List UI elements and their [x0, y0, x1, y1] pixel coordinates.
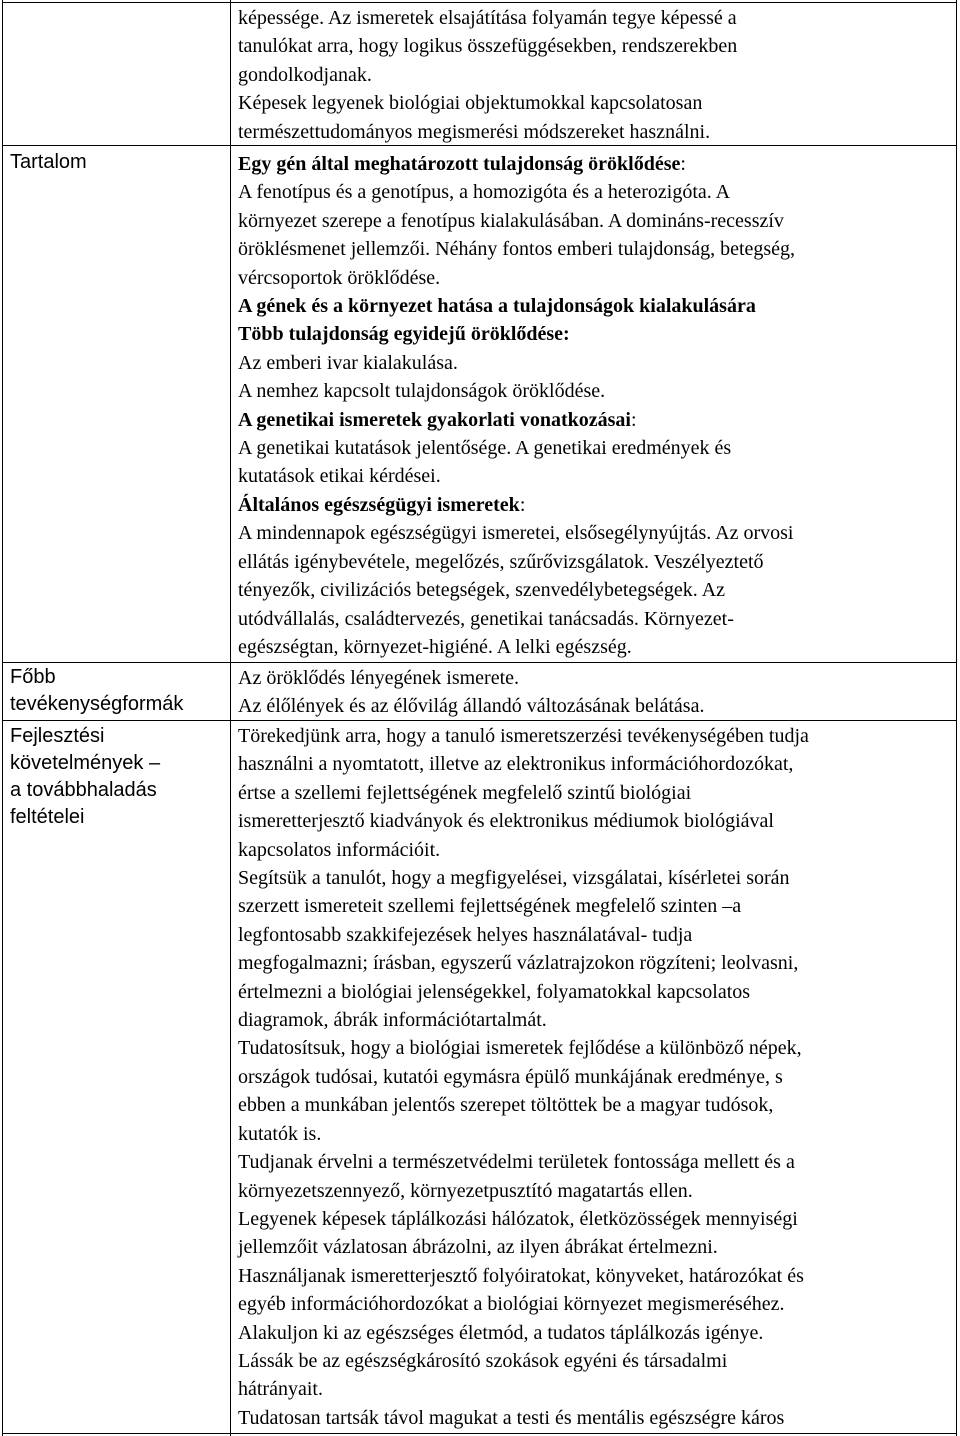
label-text: tevékenységformák [10, 693, 184, 715]
section-heading: Több tulajdonság egyidejű öröklődése: [238, 323, 570, 346]
section-heading [238, 491, 953, 519]
table-column-divider [230, 0, 231, 1436]
table-row-divider [2, 662, 957, 663]
text-line: környezetszennyező, környezetpusztító magatartás ellen. [238, 1179, 693, 1202]
text-line: A mindennapok egészségügyi ismeretei, elsősegélynyújtás. Az orvosi [238, 522, 794, 545]
heading-text: Általános egészségügyi ismeretek [238, 493, 520, 516]
text-line: országok tudósai, kutatói egymásra épülő munkájának eredménye, s [238, 1065, 783, 1088]
heading-colon: : [680, 153, 686, 175]
label-text: követelmények – [10, 752, 161, 774]
text-line: természettudományos megismerési módszereket használni. [238, 120, 711, 143]
text-line: használni a nyomtatott, illetve az elektronikus információhordozókat, [238, 753, 794, 776]
text-line: Tudjanak érvelni a természetvédelmi területek fontossága mellett és a [238, 1151, 795, 1174]
text-line: Alakuljon ki az egészséges életmód, a tudatos táplálkozás igénye. [238, 1321, 764, 1344]
fejlesztesi-cell-content [238, 722, 953, 1432]
heading-text: Egy gén által meghatározott tulajdonság öröklődése [238, 153, 681, 175]
text-line: Tudatosítsuk, hogy a biológiai ismeretek fejlődése a különböző népek, [238, 1037, 802, 1060]
text-line: kapcsolatos információit. [238, 838, 441, 861]
text-line: tényezők, civilizációs betegségek, szenvedélybetegségek. Az [238, 579, 726, 602]
heading-colon: : [630, 408, 637, 431]
text-line: A genetikai kutatások jelentősége. A genetikai eredmények és [238, 437, 732, 460]
table-border-left [2, 0, 3, 1436]
text-line: Képesek legyenek biológiai objektumokkal kapcsolatosan [238, 92, 703, 115]
text-line: ellátás igénybevétele, megelőzés, szűrővizsgálatok. Veszélyeztető [238, 550, 764, 573]
text-line: Az élőlények és az élővilág állandó változásának belátása. [238, 695, 705, 718]
text-line: Törekedjünk arra, hogy a tanuló ismeretszerzési tevékenységében tudja [238, 725, 809, 747]
text-line: egyéb információhordozókat a biológiai környezet megismeréséhez. [238, 1293, 785, 1316]
label-text: a továbbhaladás [10, 779, 157, 801]
text-line: legfontosabb szakkifejezések helyes használatával- tudja [238, 923, 693, 946]
text-line: gondolkodjanak. [238, 63, 372, 86]
heading-text: A genetikai ismeretek gyakorlati vonatkozásai [238, 408, 631, 431]
text-line: képessége. Az ismeretek elsajátítása folyamán tegye képessé a [238, 7, 737, 29]
text-line: ebben a munkában jelentős szerepet töltöttek be a magyar tudósok, [238, 1094, 774, 1117]
text-line: Használjanak ismeretterjesztő folyóiratokat, könyveket, határozókat és [238, 1264, 804, 1287]
text-line: ismeretterjesztő kiadványok és elektronikus médiumok biológiával [238, 810, 774, 833]
text-line: értelmezni a biológiai jelenségekkel, folyamatokkal kapcsolatos [238, 980, 751, 1003]
section-heading: A gének és a környezet hatása a tulajdonságok kialakulására [238, 295, 756, 318]
table-row-divider [2, 2, 957, 3]
text-line: egészségtan, környezet-higiéné. A lelki egészség. [238, 635, 632, 658]
text-line: öröklésmenet jellemzői. Néhány fontos emberi tulajdonság, betegség, [238, 238, 796, 261]
heading-colon: : [519, 493, 526, 516]
label-text: Tartalom [10, 151, 87, 173]
text-line: értse a szellemi fejlettségének megfelelő szintű biológiai [238, 781, 692, 804]
text-line: Az öröklődés lényegének ismerete. [238, 667, 520, 689]
text-line: szerzett ismereteit szellemi fejlettségének megfelelő szinten –a [238, 895, 742, 918]
text-line: jellemzőit vázlatosan ábrázolni, az ilyen ábrákat értelmezni. [238, 1236, 718, 1259]
top-cell-content [238, 4, 953, 146]
text-line: kutatók is. [238, 1122, 322, 1145]
text-line: tanulókat arra, hogy logikus összefüggésekben, rendszerekben [238, 35, 738, 58]
text-line: kutatások etikai kérdései. [238, 465, 441, 488]
text-line: Segítsük a tanulót, hogy a megfigyelései, vizsgálatai, kísérletei során [238, 867, 790, 890]
text-line: A fenotípus és a genotípus, a homozigóta és a heterozigóta. A [238, 181, 731, 204]
row-label-tartalom [10, 149, 225, 176]
text-line: Legyenek képesek táplálkozási hálózatok, életközösségek mennyiségi [238, 1207, 798, 1230]
text-line: környezet szerepe a fenotípus kialakulásában. A domináns-recesszív [238, 209, 784, 232]
text-line: vércsoportok öröklődése. [238, 266, 441, 289]
text-line: hátrányait. [238, 1378, 323, 1401]
table-row-divider [2, 1433, 957, 1434]
tartalom-cell-content [238, 150, 953, 661]
text-line: utódvállalás, családtervezés, genetikai tanácsadás. Környezet- [238, 607, 734, 630]
text-line: Az emberi ivar kialakulása. [238, 351, 458, 374]
row-label-fobb-tevekenysegformak [10, 664, 225, 718]
section-heading [238, 150, 953, 178]
text-line: megfogalmazni; írásban, egyszerű vázlatrajzokon rögzíteni; leolvasni, [238, 952, 799, 975]
row-label-fejlesztesi-kovetelmenyek [10, 723, 225, 831]
label-text: feltételei [10, 806, 85, 828]
table-border-right [956, 0, 957, 1436]
text-line: A nemhez kapcsolt tulajdonságok öröklődése. [238, 380, 606, 403]
label-text: Főbb [10, 666, 56, 688]
section-heading [238, 406, 953, 434]
text-line: Tudatosan tartsák távol magukat a testi és mentális egészségre káros [238, 1406, 785, 1429]
text-line: Lássák be az egészségkárosító szokások egyéni és társadalmi [238, 1349, 728, 1372]
text-line: diagramok, ábrák információtartalmát. [238, 1009, 547, 1032]
fobb-cell-content [238, 664, 953, 721]
label-text: Fejlesztési [10, 725, 105, 747]
